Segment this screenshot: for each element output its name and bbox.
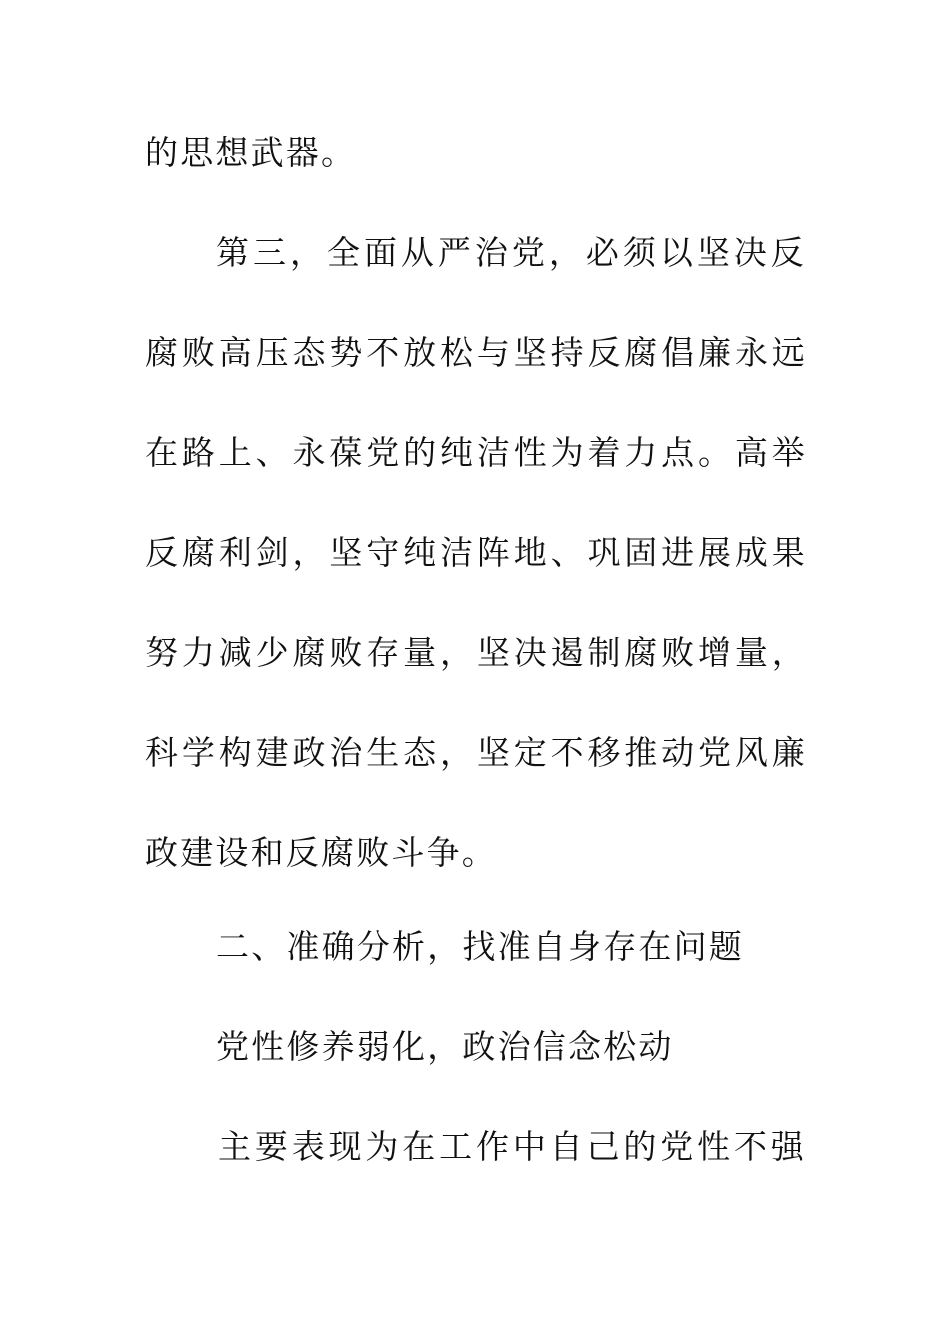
- subsection-heading: 党性修养弱化，政治信念松动: [216, 1027, 674, 1066]
- section-heading: 二、准确分析，找准自身存在问题: [216, 927, 744, 966]
- paragraph-line-continuation: 的思想武器。: [145, 133, 357, 172]
- paragraph-line-third-point-start: 第三，全面从严治党，必须以坚决反: [216, 233, 806, 272]
- paragraph-line: 努力减少腐败存量，坚决遏制腐败增量，: [145, 633, 807, 672]
- paragraph-line-end: 政建设和反腐败斗争。: [145, 833, 497, 872]
- paragraph-line: 在路上、永葆党的纯洁性为着力点。高举: [145, 433, 807, 472]
- paragraph-line: 腐败高压态势不放松与坚持反腐倡廉永远: [145, 333, 807, 372]
- paragraph-line: 科学构建政治生态，坚定不移推动党风廉: [145, 733, 807, 772]
- paragraph-line-start: 主要表现为在工作中自己的党性不强: [218, 1127, 806, 1166]
- paragraph-line: 反腐利剑，坚守纯洁阵地、巩固进展成果: [145, 533, 807, 572]
